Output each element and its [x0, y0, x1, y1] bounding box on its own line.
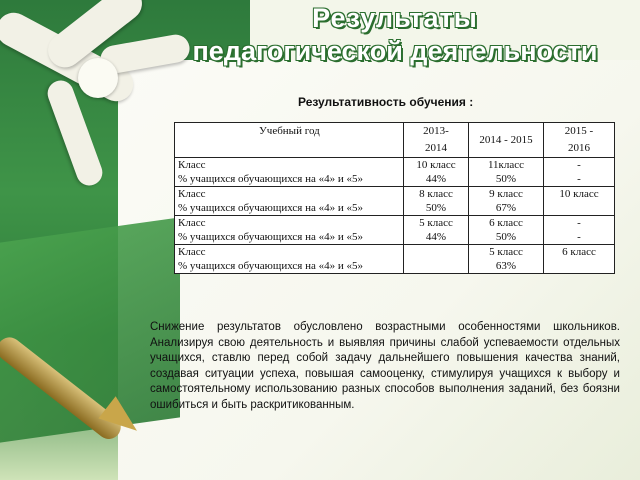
table-row: Класс % учащихся обучающихся на «4» и «5» 10 класс 44% 11класс 50% - -: [175, 158, 615, 187]
table-row: Класс % учащихся обучающихся на «4» и «5» 5 класс 44% 6 класс 50% - -: [175, 216, 615, 245]
page-title: [150, 2, 640, 68]
section-subtitle: Результативность обучения :: [298, 95, 474, 109]
table-row: Класс % учащихся обучающихся на «4» и «5» 5 класс 63% 6 класс: [175, 245, 615, 274]
row-label: Класс: [178, 159, 206, 171]
year-cell: 2014 - 2015: [469, 123, 544, 158]
header-label: Учебный год: [259, 125, 320, 137]
row-label: % учащихся обучающихся на «4» и «5»: [178, 202, 364, 214]
year-cell: 2013- 2014: [404, 123, 469, 158]
results-table: [174, 122, 615, 274]
row-label: % учащихся обучающихся на «4» и «5»: [178, 173, 364, 185]
row-label: Класс: [178, 217, 206, 229]
table-header-row: [175, 123, 615, 158]
year-cell: 2015 - 2016: [544, 123, 615, 158]
row-label: Класс: [178, 246, 206, 258]
table-row: Класс % учащихся обучающихся на «4» и «5» 8 класс 50% 9 класс 67% 10 класс: [175, 187, 615, 216]
row-label: % учащихся обучающихся на «4» и «5»: [178, 231, 364, 243]
row-label: Класс: [178, 188, 206, 200]
header-year-cell: [175, 123, 404, 158]
title-line-2: педагогической деятельности: [192, 36, 598, 66]
row-label: % учащихся обучающихся на «4» и «5»: [178, 260, 364, 272]
title-line-1: Результаты: [312, 3, 478, 33]
ribbon-knot: [78, 58, 118, 98]
conclusion-paragraph: Снижение результатов обусловлено возрастными особенностями школьников. Анализируя свою деятельность и выявляя причины слабой успеваемости отдельных учащихся, ставлю перед собой задачу дальнейшего повышения качества знаний, создавая ситуации успеха, повышая самооценку, стимулируя учащихся к выбору и самостоятельному использованию разных способов выполнения заданий, без боязни ошибиться и быть раскритикованным.: [150, 321, 620, 411]
